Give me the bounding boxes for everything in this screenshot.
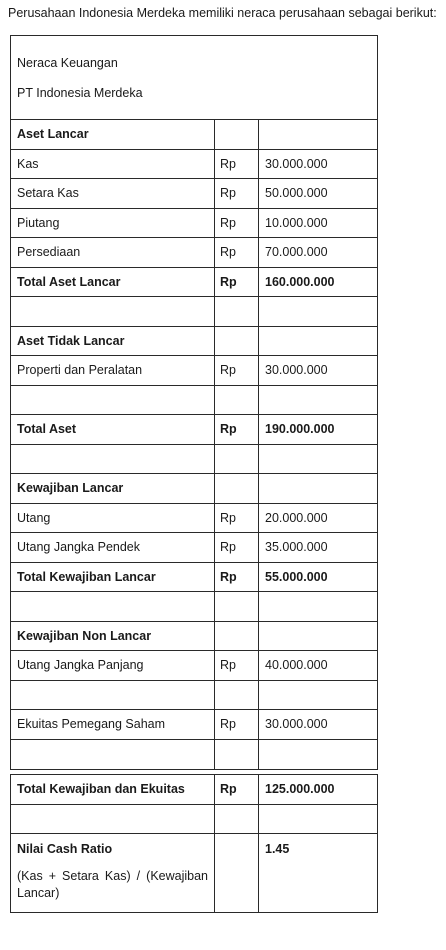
row-label (11, 740, 215, 770)
row-value (259, 740, 377, 770)
formula-value-cell (259, 864, 377, 912)
row-currency: Rp (215, 356, 259, 385)
table-row (11, 209, 377, 239)
row-currency (215, 592, 259, 621)
row-currency (215, 386, 259, 415)
table-row (11, 297, 377, 327)
balance-sheet-upper (10, 35, 378, 770)
lower-rows (11, 775, 377, 864)
table-row (11, 533, 377, 563)
row-currency (215, 740, 259, 770)
row-currency: Rp (215, 533, 259, 562)
row-value (259, 474, 377, 503)
row-value: 30.000.000 (265, 717, 328, 732)
table-row (11, 120, 377, 150)
table-row (11, 563, 377, 593)
table-row (11, 415, 377, 445)
table-row (11, 775, 377, 805)
table-row (11, 592, 377, 622)
row-currency: Rp (215, 563, 259, 592)
row-currency: Rp (215, 150, 259, 179)
row-currency: Rp (215, 504, 259, 533)
company-name: PT Indonesia Merdeka (17, 86, 143, 100)
row-value: 160.000.000 (265, 274, 335, 289)
table-row (11, 327, 377, 357)
row-value: 20.000.000 (265, 510, 328, 525)
table-row (11, 356, 377, 386)
row-label (11, 805, 215, 834)
row-value: 40.000.000 (265, 658, 328, 673)
row-label: Utang Jangka Panjang (11, 651, 215, 680)
table-row (11, 740, 377, 770)
row-value: 30.000.000 (265, 363, 328, 378)
row-value (259, 386, 377, 415)
row-label: Total Aset Lancar (11, 268, 215, 297)
row-currency (215, 474, 259, 503)
row-currency: Rp (215, 209, 259, 238)
formula-cur-cell (215, 864, 259, 912)
row-currency: Rp (215, 415, 259, 444)
sheet-title: Neraca Keuangan (17, 56, 118, 70)
row-value: 35.000.000 (265, 540, 328, 555)
intro-text: Perusahaan Indonesia Merdeka memiliki neraca perusahaan sebagai berikut: (8, 6, 437, 20)
row-currency: Rp (215, 710, 259, 739)
table-row (11, 834, 377, 864)
table-row (11, 805, 377, 835)
row-value (259, 297, 377, 326)
row-label: Kewajiban Non Lancar (11, 622, 215, 651)
balance-sheet (10, 35, 378, 913)
row-label (11, 297, 215, 326)
row-label: Utang (11, 504, 215, 533)
row-label (11, 386, 215, 415)
row-currency: Rp (215, 651, 259, 680)
row-currency: Rp (215, 179, 259, 208)
row-currency (215, 120, 259, 149)
row-value (259, 681, 377, 710)
row-label: Kewajiban Lancar (11, 474, 215, 503)
row-label: Piutang (11, 209, 215, 238)
row-label: Setara Kas (11, 179, 215, 208)
row-currency: Rp (215, 775, 259, 804)
row-label: Total Aset (11, 415, 215, 444)
table-row (11, 268, 377, 298)
row-value (259, 622, 377, 651)
row-value (259, 592, 377, 621)
row-currency (215, 445, 259, 474)
table-row (11, 504, 377, 534)
table-row (11, 710, 377, 740)
row-label (11, 592, 215, 621)
row-label: Total Kewajiban Lancar (11, 563, 215, 592)
table-row (11, 386, 377, 416)
formula-row (11, 864, 377, 912)
row-label: Total Kewajiban dan Ekuitas (11, 775, 215, 804)
row-label: Aset Tidak Lancar (11, 327, 215, 356)
table-row (11, 238, 377, 268)
row-label: Properti dan Peralatan (11, 356, 215, 385)
row-value (259, 327, 377, 356)
row-label: Aset Lancar (11, 120, 215, 149)
row-label: Utang Jangka Pendek (11, 533, 215, 562)
sheet-header (11, 36, 377, 120)
row-currency (215, 681, 259, 710)
row-value: 30.000.000 (265, 156, 328, 171)
table-row (11, 150, 377, 180)
table-row (11, 622, 377, 652)
row-value: 125.000.000 (265, 782, 335, 797)
row-label (11, 681, 215, 710)
row-label: Persediaan (11, 238, 215, 267)
table-row (11, 651, 377, 681)
row-value: 50.000.000 (265, 186, 328, 201)
row-currency (215, 622, 259, 651)
table-row (11, 474, 377, 504)
row-currency: Rp (215, 268, 259, 297)
row-label (11, 445, 215, 474)
row-value: 55.000.000 (265, 569, 328, 584)
table-row (11, 179, 377, 209)
row-value: 1.45 (265, 841, 290, 856)
table-row (11, 681, 377, 711)
row-value (259, 805, 377, 834)
row-label: Nilai Cash Ratio (11, 834, 215, 864)
upper-rows (11, 120, 377, 769)
row-currency (215, 297, 259, 326)
row-label: Ekuitas Pemegang Saham (11, 710, 215, 739)
formula-text: (Kas + Setara Kas) / (Kewajiban Lancar) (11, 864, 215, 912)
row-label: Kas (11, 150, 215, 179)
row-currency (215, 805, 259, 834)
row-currency (215, 327, 259, 356)
row-value (259, 445, 377, 474)
table-row (11, 445, 377, 475)
row-value: 190.000.000 (265, 422, 335, 437)
balance-sheet-lower (10, 774, 378, 913)
row-value (259, 120, 377, 149)
row-value: 10.000.000 (265, 215, 328, 230)
row-currency (215, 834, 259, 864)
row-currency: Rp (215, 238, 259, 267)
row-value: 70.000.000 (265, 245, 328, 260)
